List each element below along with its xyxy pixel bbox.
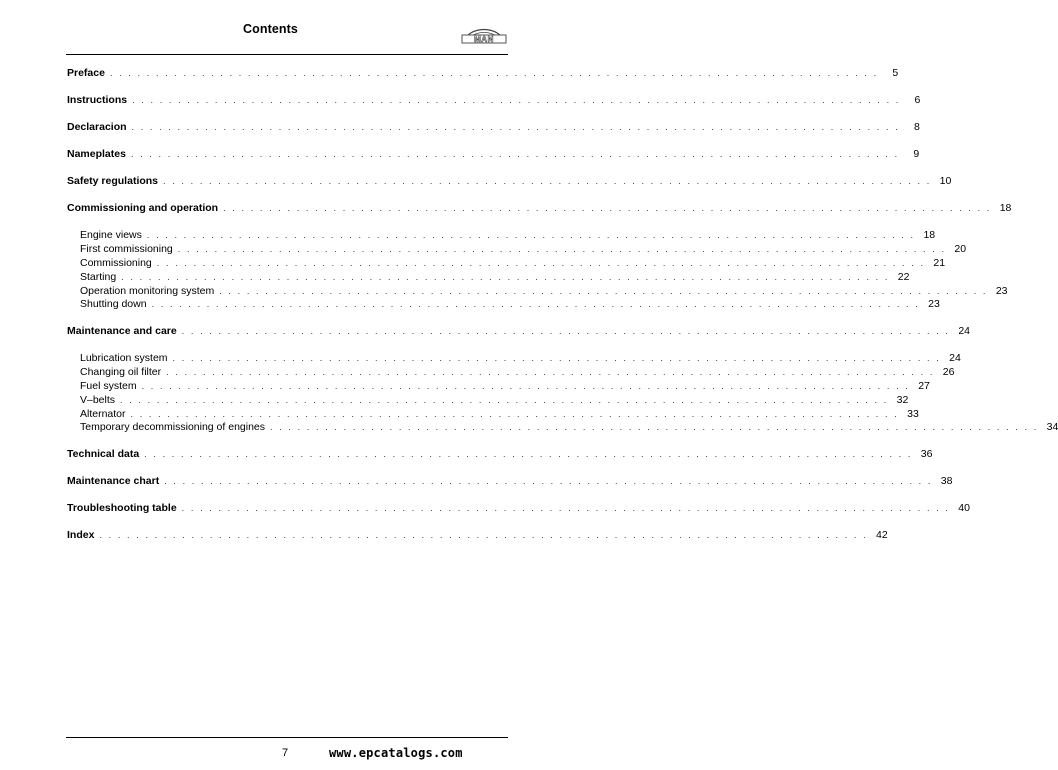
toc-dot-leader: . . . . . . . . . . . . . . . . . . . . . . . . . . . . . . . . . . . . . . . . . . . . . . . . . . . . . . . . . . . . . . . . . . . . . . . . . . . . . . . . . . . . xyxy=(120,395,889,405)
toc-subsection-entry xyxy=(80,257,946,270)
toc-entry-label: Starting xyxy=(80,271,117,283)
toc-subsection-entry xyxy=(80,408,919,421)
toc-entry-page: 38 xyxy=(940,475,953,487)
toc-entry-page: 18 xyxy=(999,202,1012,214)
toc-dot-leader: . . . . . . . . . . . . . . . . . . . . . . . . . . . . . . . . . . . . . . . . . . . . . . . . . . . . . . . . . . . . . . . . . . . . . . . . . . . . . . . . . . . . xyxy=(130,409,899,419)
toc-dot-leader: . . . . . . . . . . . . . . . . . . . . . . . . . . . . . . . . . . . . . . . . . . . . . . . . . . . . . . . . . . . . . . . . . . . . . . . . . . . . . . . . . . . . xyxy=(270,422,1039,432)
toc-section-entry xyxy=(67,94,921,107)
toc-subsection-entry xyxy=(80,271,910,284)
toc-entry-label: Engine views xyxy=(80,229,142,241)
toc-dot-leader: . . . . . . . . . . . . . . . . . . . . . . . . . . . . . . . . . . . . . . . . . . . . . . . . . . . . . . . . . . . . . . . . . . . . . . . . . . . . . . . . . . . . xyxy=(172,353,941,363)
toc-subsection-entry xyxy=(80,366,955,379)
toc-entry-label: Nameplates xyxy=(67,148,126,160)
toc-subsection-entry xyxy=(80,285,1008,298)
toc-entry-label: Operation monitoring system xyxy=(80,285,215,297)
toc-subsection-entry xyxy=(80,421,1058,434)
page-number: 7 xyxy=(282,747,289,759)
toc-dot-leader: . . . . . . . . . . . . . . . . . . . . . . . . . . . . . . . . . . . . . . . . . . . . . . . . . . . . . . . . . . . . . . . . . . . . . . . . . . . . . . . . . . . . xyxy=(144,449,913,459)
toc-entry-page: 24 xyxy=(958,325,970,337)
toc-entry-label: Changing oil filter xyxy=(80,366,162,378)
toc-entry-page: 22 xyxy=(897,271,910,283)
toc-entry-label: Maintenance and care xyxy=(67,325,177,337)
toc-entry-page: 34 xyxy=(1046,421,1058,433)
toc-dot-leader: . . . . . . . . . . . . . . . . . . . . . . . . . . . . . . . . . . . . . . . . . . . . . . . . . . . . . . . . . . . . . . . . . . . . . . . . . . . . . . . . . . . . xyxy=(177,244,947,254)
toc-dot-leader: . . . . . . . . . . . . . . . . . . . . . . . . . . . . . . . . . . . . . . . . . . . . . . . . . . . . . . . . . . . . . . . . . . . . . . . . . . . . . . . . . . . . xyxy=(181,326,950,336)
toc-entry-label: Safety regulations xyxy=(67,175,159,187)
toc-dot-leader: . . . . . . . . . . . . . . . . . . . . . . . . . . . . . . . . . . . . . . . . . . . . . . . . . . . . . . . . . . . . . . . . . . . . . . . . . . . . . . . . . . . . xyxy=(109,68,879,78)
page-title: Contents xyxy=(243,22,298,36)
toc-section-entry xyxy=(67,148,920,161)
toc-entry-label: Declaracion xyxy=(67,121,127,133)
toc-dot-leader: . . . . . . . . . . . . . . . . . . . . . . . . . . . . . . . . . . . . . . . . . . . . . . . . . . . . . . . . . . . . . . . . . . . . . . . . . . . . . . . . . . . . xyxy=(121,272,890,282)
watermark: www.epcatalogs.com xyxy=(329,746,463,760)
toc-entry-page: 23 xyxy=(928,298,940,310)
toc-dot-leader: . . . . . . . . . . . . . . . . . . . . . . . . . . . . . . . . . . . . . . . . . . . . . . . . . . . . . . . . . . . . . . . . . . . . . . . . . . . . . . . . . . . . xyxy=(130,149,900,159)
toc-dot-leader: . . . . . . . . . . . . . . . . . . . . . . . . . . . . . . . . . . . . . . . . . . . . . . . . . . . . . . . . . . . . . . . . . . . . . . . . . . . . . . . . . . . . xyxy=(166,367,935,377)
toc-entry-page: 21 xyxy=(933,257,946,269)
toc-section-entry xyxy=(67,502,970,515)
toc-entry-page: 42 xyxy=(876,529,888,541)
toc-section-entry xyxy=(67,475,953,488)
toc-dot-leader: . . . . . . . . . . . . . . . . . . . . . . . . . . . . . . . . . . . . . . . . . . . . . . . . . . . . . . . . . . . . . . . . . . . . . . . . . . . . . . . . . . . . xyxy=(146,230,916,240)
toc-entry-page: 26 xyxy=(942,366,955,378)
toc-dot-leader: . . . . . . . . . . . . . . . . . . . . . . . . . . . . . . . . . . . . . . . . . . . . . . . . . . . . . . . . . . . . . . . . . . . . . . . . . . . . . . . . . . . . xyxy=(141,381,910,391)
toc-section-entry xyxy=(67,529,888,542)
toc-entry-page: 8 xyxy=(913,121,920,133)
toc-entry-label: Technical data xyxy=(67,448,140,460)
toc-dot-leader: . . . . . . . . . . . . . . . . . . . . . . . . . . . . . . . . . . . . . . . . . . . . . . . . . . . . . . . . . . . . . . . . . . . . . . . . . . . . . . . . . . . . xyxy=(163,176,932,186)
toc-section-entry xyxy=(67,448,933,461)
toc-dot-leader: . . . . . . . . . . . . . . . . . . . . . . . . . . . . . . . . . . . . . . . . . . . . . . . . . . . . . . . . . . . . . . . . . . . . . . . . . . . . . . . . . . . . xyxy=(219,286,988,296)
toc-dot-leader: . . . . . . . . . . . . . . . . . . . . . . . . . . . . . . . . . . . . . . . . . . . . . . . . . . . . . . . . . . . . . . . . . . . . . . . . . . . . . . . . . . . . xyxy=(131,122,900,132)
toc-entry-page: 33 xyxy=(907,408,919,420)
toc-entry-label: Preface xyxy=(67,67,105,79)
toc-entry-label: Temporary decommissioning of engines xyxy=(80,421,266,433)
toc-entry-label: First commissioning xyxy=(80,243,173,255)
toc-section-entry xyxy=(67,121,920,134)
toc-entry-label: Troubleshooting table xyxy=(67,502,177,514)
toc-entry-page: 18 xyxy=(923,229,936,241)
toc-subsection-entry xyxy=(80,352,961,365)
toc-entry-page: 9 xyxy=(913,148,920,160)
toc-section-entry xyxy=(67,325,970,338)
toc-entry-page: 23 xyxy=(995,285,1008,297)
toc-entry-label: Index xyxy=(67,529,95,541)
toc-entry-page: 32 xyxy=(896,394,909,406)
toc-subsection-entry xyxy=(80,380,930,393)
toc-entry-label: Commissioning and operation xyxy=(67,202,219,214)
footer-rule xyxy=(66,737,508,738)
toc-subsection-entry xyxy=(80,394,909,407)
toc-dot-leader: . . . . . . . . . . . . . . . . . . . . . . . . . . . . . . . . . . . . . . . . . . . . . . . . . . . . . . . . . . . . . . . . . . . . . . . . . . . . . . . . . . . . xyxy=(164,476,933,486)
toc-section-entry xyxy=(67,67,899,80)
toc-entry-label: Lubrication system xyxy=(80,352,168,364)
toc-dot-leader: . . . . . . . . . . . . . . . . . . . . . . . . . . . . . . . . . . . . . . . . . . . . . . . . . . . . . . . . . . . . . . . . . . . . . . . . . . . . . . . . . . . . xyxy=(156,258,926,268)
toc-entry-label: Shutting down xyxy=(80,298,147,310)
toc-entry-label: Alternator xyxy=(80,408,126,420)
toc-entry-page: 10 xyxy=(939,175,952,187)
toc-dot-leader: . . . . . . . . . . . . . . . . . . . . . . . . . . . . . . . . . . . . . . . . . . . . . . . . . . . . . . . . . . . . . . . . . . . . . . . . . . . . . . . . . . . . xyxy=(99,530,868,540)
toc-entry-label: Maintenance chart xyxy=(67,475,160,487)
toc-subsection-entry xyxy=(80,243,967,256)
toc-dot-leader: . . . . . . . . . . . . . . . . . . . . . . . . . . . . . . . . . . . . . . . . . . . . . . . . . . . . . . . . . . . . . . . . . . . . . . . . . . . . . . . . . . . . xyxy=(223,203,992,213)
toc-entry-page: 6 xyxy=(914,94,921,106)
toc-section-entry xyxy=(67,202,1012,215)
toc-entry-page: 5 xyxy=(892,67,899,79)
toc-entry-page: 24 xyxy=(949,352,961,364)
toc-subsection-entry xyxy=(80,298,940,311)
toc-entry-page: 20 xyxy=(954,243,967,255)
toc-entry-page: 27 xyxy=(918,380,930,392)
toc-dot-leader: . . . . . . . . . . . . . . . . . . . . . . . . . . . . . . . . . . . . . . . . . . . . . . . . . . . . . . . . . . . . . . . . . . . . . . . . . . . . . . . . . . . . xyxy=(132,95,901,105)
toc-entry-label: Commissioning xyxy=(80,257,152,269)
toc-section-entry xyxy=(67,175,952,188)
toc-entry-label: Instructions xyxy=(67,94,128,106)
toc-entry-page: 40 xyxy=(958,502,970,514)
toc-entry-label: V–belts xyxy=(80,394,116,406)
svg-text:MAN: MAN xyxy=(474,35,494,44)
toc-subsection-entry xyxy=(80,229,936,242)
toc-entry-label: Fuel system xyxy=(80,380,137,392)
toc-dot-leader: . . . . . . . . . . . . . . . . . . . . . . . . . . . . . . . . . . . . . . . . . . . . . . . . . . . . . . . . . . . . . . . . . . . . . . . . . . . . . . . . . . . . xyxy=(181,503,950,513)
toc-entry-page: 36 xyxy=(920,448,933,460)
toc-dot-leader: . . . . . . . . . . . . . . . . . . . . . . . . . . . . . . . . . . . . . . . . . . . . . . . . . . . . . . . . . . . . . . . . . . . . . . . . . . . . . . . . . . . . xyxy=(151,299,920,309)
